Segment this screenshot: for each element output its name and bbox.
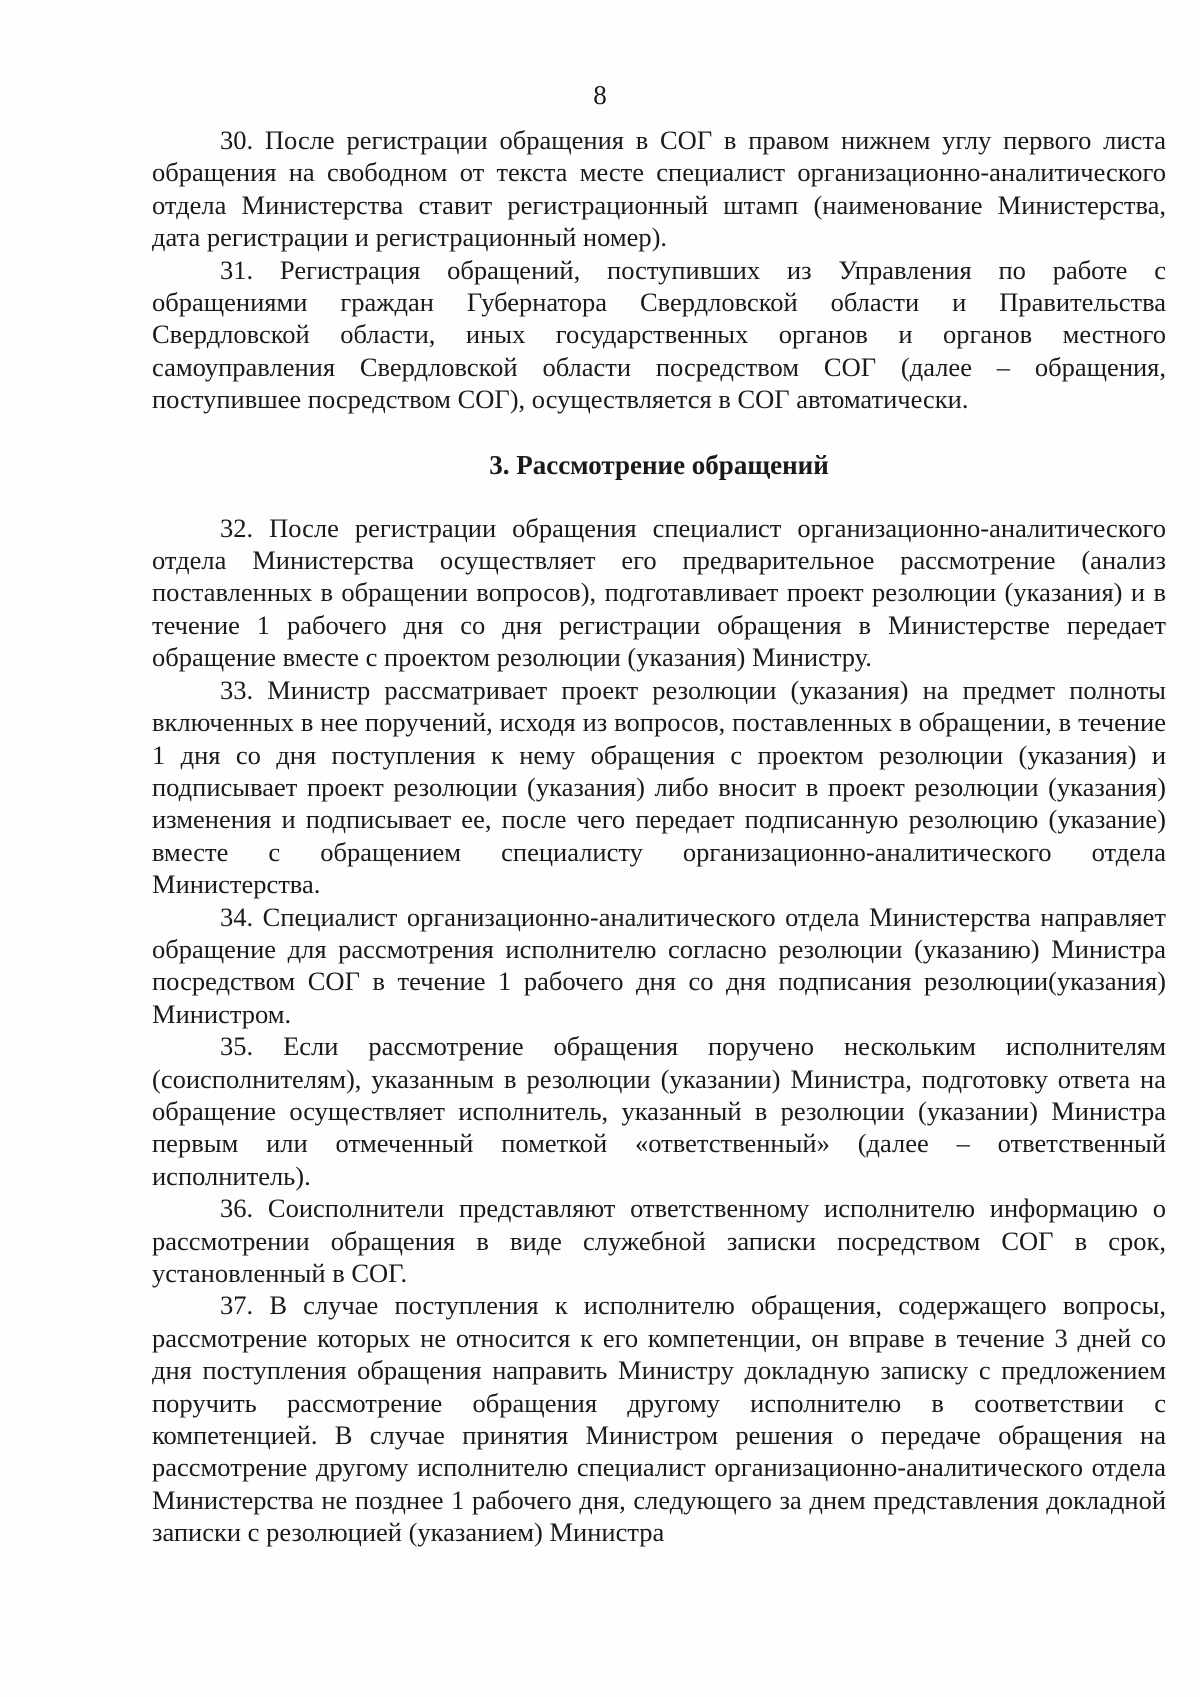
paragraph-32: 32. После регистрации обращения специалист организационно-аналитического отдела Министерства осуществляет его предварительное рассмотрение (анализ поставленных в обращении вопросов), подготавливает проект резолюции (указания) и в течение 1 рабочего дня со дня регистрации обращения в Министерстве передает обращение вместе с проектом резолюции (указания) Министру. [152,512,1166,673]
paragraph-33: 33. Министр рассматривает проект резолюции (указания) на предмет полноты включенных в нее поручений, исходя из вопросов, поставленных в обращении, в течение 1 дня со дня поступления к нему обращения с проектом резолюции (указания) и подписывает проект резолюции (указания) либо вносит в проект резолюции (указания) изменения и подписывает ее, после чего передает подписанную резолюцию (указание) вместе с обращением специалисту организационно-аналитического отдела Министерства. [152,674,1166,900]
paragraph-36: 36. Соисполнители представляют ответственному исполнителю информацию о рассмотрении обращения в виде служебной записки посредством СОГ в срок, установленный в СОГ. [152,1193,1166,1288]
section-heading: 3. Рассмотрение обращений [489,449,829,480]
paragraph-35: 35. Если рассмотрение обращения поручено нескольким исполнителям (соисполнителям), указанным в резолюции (указании) Министра, подготовку ответа на обращение осуществляет исполнитель, указанный в резолюции (указании) Министра первым или отмеченный пометкой «ответственный» (далее – ответственный исполнитель). [152,1031,1166,1191]
page-number: 8 [593,80,607,110]
paragraph-37: 37. В случае поступления к исполнителю обращения, содержащего вопросы, рассмотрение которых не относится к его компетенции, он вправе в течение 3 дней со дня поступления обращения направить Министру докладную записку с предложением поручить рассмотрение обращения другому исполнителю в соответствии с компетенцией. В случае принятия Министром решения о передаче обращения на рассмотрение другому исполнителю специалист организационно-аналитического отдела Министерства не позднее 1 рабочего дня, следующего за днем представления докладной записки с резолюцией (указанием) Министра [152,1290,1166,1548]
paragraph-34: 34. Специалист организационно-аналитического отдела Министерства направляет обращение для рассмотрения исполнителю согласно резолюции (указанию) Министра посредством СОГ в течение 1 рабочего дня со дня подписания резолюции(указания) Министром. [152,901,1166,1029]
paragraph-30: 30. После регистрации обращения в СОГ в правом нижнем углу первого листа обращения на свободном от текста месте специалист организационно-аналитического отдела Министерства ставит регистрационный штамп (наименование Министерства, дата регистрации и регистрационный номер). [152,125,1166,253]
document-body [152,124,1166,1549]
paragraph-31: 31. Регистрация обращений, поступивших из Управления по работе с обращениями граждан Губернатора Свердловской области и Правительства Свердловской области, иных государственных органов и органов местного самоуправления Свердловской области посредством СОГ (далее – обращения, поступившее посредством СОГ), осуществляется в СОГ автоматически. [152,254,1166,415]
